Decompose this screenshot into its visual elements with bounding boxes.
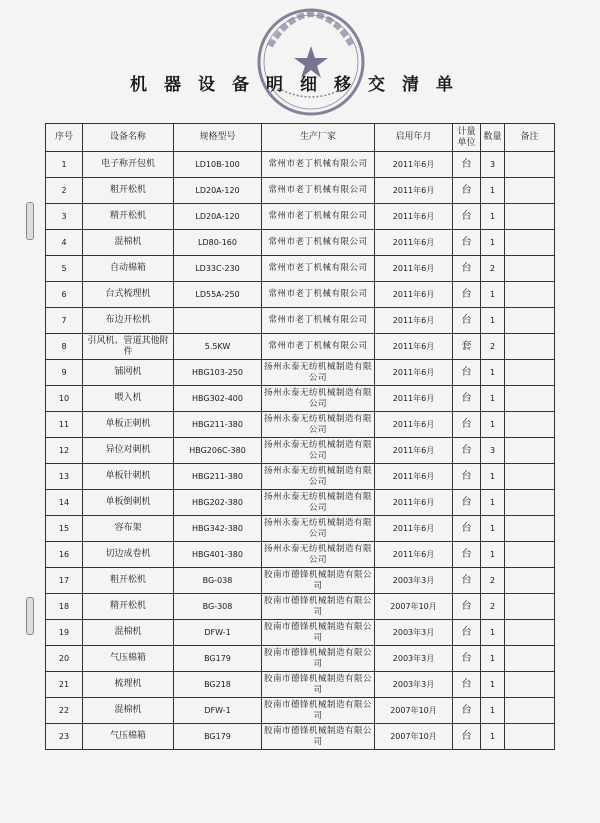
row-model: HBG211-380 xyxy=(174,412,262,438)
row-index: 12 xyxy=(46,438,83,464)
row-maker: 扬州永泰无纺机械制造有限公司 xyxy=(262,464,375,490)
row-unit: 台 xyxy=(453,516,481,542)
row-maker: 扬州永泰无纺机械制造有限公司 xyxy=(262,516,375,542)
row-index: 7 xyxy=(46,308,83,334)
row-date: 2011年6月 xyxy=(375,204,453,230)
row-index: 6 xyxy=(46,282,83,308)
row-unit: 台 xyxy=(453,646,481,672)
row-maker: 胶南市德锋机械制造有限公司 xyxy=(262,620,375,646)
row-model: HBG202-380 xyxy=(174,490,262,516)
row-note xyxy=(505,308,555,334)
row-note xyxy=(505,724,555,750)
row-unit: 台 xyxy=(453,438,481,464)
row-maker: 扬州永泰无纺机械制造有限公司 xyxy=(262,412,375,438)
row-date: 2011年6月 xyxy=(375,152,453,178)
row-note xyxy=(505,698,555,724)
row-model: DFW-1 xyxy=(174,620,262,646)
row-note xyxy=(505,230,555,256)
row-name: 粗开松机 xyxy=(83,568,174,594)
row-qty: 2 xyxy=(481,334,505,360)
row-model: HBG302-400 xyxy=(174,386,262,412)
binder-clip-bottom xyxy=(26,597,34,635)
row-unit: 台 xyxy=(453,360,481,386)
row-qty: 1 xyxy=(481,412,505,438)
table-row xyxy=(46,152,555,178)
row-note xyxy=(505,412,555,438)
table-row xyxy=(46,256,555,282)
row-maker: 胶南市德锋机械制造有限公司 xyxy=(262,724,375,750)
row-maker: 扬州永泰无纺机械制造有限公司 xyxy=(262,386,375,412)
table-row xyxy=(46,542,555,568)
row-index: 14 xyxy=(46,490,83,516)
row-model: LD20A-120 xyxy=(174,178,262,204)
row-maker: 胶南市德锋机械制造有限公司 xyxy=(262,594,375,620)
row-date: 2003年3月 xyxy=(375,620,453,646)
row-note xyxy=(505,490,555,516)
table-row xyxy=(46,178,555,204)
row-model: HBG211-380 xyxy=(174,464,262,490)
row-unit: 台 xyxy=(453,568,481,594)
row-maker: 常州市老丁机械有限公司 xyxy=(262,282,375,308)
row-qty: 1 xyxy=(481,490,505,516)
row-qty: 1 xyxy=(481,204,505,230)
row-maker: 扬州永泰无纺机械制造有限公司 xyxy=(262,490,375,516)
row-unit: 台 xyxy=(453,230,481,256)
row-date: 2011年6月 xyxy=(375,438,453,464)
row-note xyxy=(505,334,555,360)
row-date: 2011年6月 xyxy=(375,386,453,412)
row-note xyxy=(505,282,555,308)
table-row xyxy=(46,568,555,594)
row-date: 2007年10月 xyxy=(375,698,453,724)
row-model: BG-308 xyxy=(174,594,262,620)
row-date: 2011年6月 xyxy=(375,256,453,282)
row-unit: 台 xyxy=(453,152,481,178)
row-name: 单板针刺机 xyxy=(83,464,174,490)
row-model: BG179 xyxy=(174,724,262,750)
row-index: 15 xyxy=(46,516,83,542)
header-index: 序号 xyxy=(46,124,83,152)
row-name: 混棉机 xyxy=(83,698,174,724)
row-name: 混棉机 xyxy=(83,230,174,256)
row-name: 台式梳理机 xyxy=(83,282,174,308)
table-row xyxy=(46,464,555,490)
row-qty: 1 xyxy=(481,360,505,386)
row-qty: 1 xyxy=(481,646,505,672)
table-row xyxy=(46,698,555,724)
row-index: 18 xyxy=(46,594,83,620)
row-note xyxy=(505,386,555,412)
row-maker: 常州市老丁机械有限公司 xyxy=(262,204,375,230)
row-name: 单板倒刺机 xyxy=(83,490,174,516)
row-index: 11 xyxy=(46,412,83,438)
row-note xyxy=(505,438,555,464)
table-row xyxy=(46,412,555,438)
table-row xyxy=(46,230,555,256)
row-index: 16 xyxy=(46,542,83,568)
official-seal xyxy=(248,6,374,118)
row-date: 2003年3月 xyxy=(375,672,453,698)
row-date: 2003年3月 xyxy=(375,646,453,672)
row-index: 5 xyxy=(46,256,83,282)
row-model: BG218 xyxy=(174,672,262,698)
row-unit: 台 xyxy=(453,724,481,750)
row-qty: 1 xyxy=(481,516,505,542)
row-name: 单板正刺机 xyxy=(83,412,174,438)
row-qty: 1 xyxy=(481,698,505,724)
row-maker: 扬州永泰无纺机械制造有限公司 xyxy=(262,542,375,568)
row-qty: 2 xyxy=(481,594,505,620)
row-qty: 2 xyxy=(481,568,505,594)
row-name: 电子称开包机 xyxy=(83,152,174,178)
row-index: 20 xyxy=(46,646,83,672)
row-index: 22 xyxy=(46,698,83,724)
row-unit: 台 xyxy=(453,412,481,438)
row-model: 5.5KW xyxy=(174,334,262,360)
row-unit: 台 xyxy=(453,178,481,204)
table-row xyxy=(46,672,555,698)
row-date: 2011年6月 xyxy=(375,230,453,256)
table-row xyxy=(46,334,555,360)
row-index: 10 xyxy=(46,386,83,412)
row-name: 铺网机 xyxy=(83,360,174,386)
equipment-table xyxy=(45,123,555,750)
row-note xyxy=(505,360,555,386)
row-name: 梳理机 xyxy=(83,672,174,698)
row-unit: 台 xyxy=(453,672,481,698)
table-row xyxy=(46,620,555,646)
row-index: 2 xyxy=(46,178,83,204)
row-date: 2007年10月 xyxy=(375,594,453,620)
row-note xyxy=(505,204,555,230)
row-qty: 1 xyxy=(481,672,505,698)
header-unit: 计量单位 xyxy=(453,124,481,152)
row-qty: 3 xyxy=(481,152,505,178)
table-row xyxy=(46,646,555,672)
row-name: 气压棉箱 xyxy=(83,646,174,672)
row-date: 2011年6月 xyxy=(375,542,453,568)
row-unit: 台 xyxy=(453,698,481,724)
row-maker: 胶南市德锋机械制造有限公司 xyxy=(262,698,375,724)
row-index: 23 xyxy=(46,724,83,750)
row-date: 2011年6月 xyxy=(375,412,453,438)
row-maker: 扬州永泰无纺机械制造有限公司 xyxy=(262,360,375,386)
row-note xyxy=(505,620,555,646)
row-note xyxy=(505,256,555,282)
row-date: 2011年6月 xyxy=(375,282,453,308)
header-date: 启用年月 xyxy=(375,124,453,152)
header-qty: 数量 xyxy=(481,124,505,152)
table-header-row xyxy=(46,124,555,152)
row-maker: 常州市老丁机械有限公司 xyxy=(262,178,375,204)
page-title: 机器设备明细移交清单 xyxy=(130,75,470,95)
row-model: LD33C-230 xyxy=(174,256,262,282)
row-unit: 台 xyxy=(453,620,481,646)
row-index: 19 xyxy=(46,620,83,646)
row-maker: 胶南市德锋机械制造有限公司 xyxy=(262,568,375,594)
table-row xyxy=(46,724,555,750)
row-note xyxy=(505,672,555,698)
row-date: 2011年6月 xyxy=(375,334,453,360)
row-maker: 常州市老丁机械有限公司 xyxy=(262,152,375,178)
row-model: LD20A-120 xyxy=(174,204,262,230)
row-qty: 1 xyxy=(481,724,505,750)
row-index: 4 xyxy=(46,230,83,256)
row-name: 自动棉箱 xyxy=(83,256,174,282)
row-unit: 台 xyxy=(453,464,481,490)
row-qty: 1 xyxy=(481,308,505,334)
row-name: 异位对刺机 xyxy=(83,438,174,464)
row-unit: 台 xyxy=(453,256,481,282)
row-model: LD55A-250 xyxy=(174,282,262,308)
row-maker: 胶南市德锋机械制造有限公司 xyxy=(262,646,375,672)
table-row xyxy=(46,386,555,412)
row-note xyxy=(505,542,555,568)
row-qty: 1 xyxy=(481,230,505,256)
table-row xyxy=(46,438,555,464)
row-qty: 1 xyxy=(481,178,505,204)
header-note: 备注 xyxy=(505,124,555,152)
header-name: 设备名称 xyxy=(83,124,174,152)
row-index: 8 xyxy=(46,334,83,360)
row-maker: 常州市老丁机械有限公司 xyxy=(262,230,375,256)
row-qty: 1 xyxy=(481,464,505,490)
row-name: 精开松机 xyxy=(83,594,174,620)
table-row xyxy=(46,360,555,386)
row-model: HBG401-380 xyxy=(174,542,262,568)
row-date: 2007年10月 xyxy=(375,724,453,750)
row-model: HBG103-250 xyxy=(174,360,262,386)
row-model: HBG342-380 xyxy=(174,516,262,542)
row-index: 3 xyxy=(46,204,83,230)
row-qty: 1 xyxy=(481,542,505,568)
row-name: 布边开松机 xyxy=(83,308,174,334)
row-date: 2011年6月 xyxy=(375,490,453,516)
table-row xyxy=(46,204,555,230)
row-maker: 常州市老丁机械有限公司 xyxy=(262,334,375,360)
row-name: 引风机、管道其他附件 xyxy=(83,334,174,360)
row-name: 精开松机 xyxy=(83,204,174,230)
row-name: 切边成卷机 xyxy=(83,542,174,568)
row-maker: 胶南市德锋机械制造有限公司 xyxy=(262,672,375,698)
row-name: 混棉机 xyxy=(83,620,174,646)
row-note xyxy=(505,568,555,594)
row-note xyxy=(505,464,555,490)
table-row xyxy=(46,490,555,516)
row-index: 17 xyxy=(46,568,83,594)
row-model: HBG206C-380 xyxy=(174,438,262,464)
row-note xyxy=(505,152,555,178)
row-unit: 台 xyxy=(453,594,481,620)
binder-clip-top xyxy=(26,202,34,240)
row-note xyxy=(505,646,555,672)
row-unit: 台 xyxy=(453,282,481,308)
row-name: 粗开松机 xyxy=(83,178,174,204)
table-row xyxy=(46,594,555,620)
row-date: 2011年6月 xyxy=(375,360,453,386)
row-date: 2011年6月 xyxy=(375,516,453,542)
row-index: 9 xyxy=(46,360,83,386)
row-note xyxy=(505,594,555,620)
table-row xyxy=(46,308,555,334)
header-model: 规格型号 xyxy=(174,124,262,152)
table-row xyxy=(46,516,555,542)
row-note xyxy=(505,516,555,542)
row-date: 2011年6月 xyxy=(375,464,453,490)
row-unit: 台 xyxy=(453,490,481,516)
row-maker: 常州市老丁机械有限公司 xyxy=(262,308,375,334)
row-unit: 台 xyxy=(453,542,481,568)
row-model: LD80-160 xyxy=(174,230,262,256)
row-unit: 台 xyxy=(453,386,481,412)
row-index: 1 xyxy=(46,152,83,178)
row-index: 21 xyxy=(46,672,83,698)
row-qty: 1 xyxy=(481,386,505,412)
row-model: DFW-1 xyxy=(174,698,262,724)
row-qty: 3 xyxy=(481,438,505,464)
row-note xyxy=(505,178,555,204)
row-index: 13 xyxy=(46,464,83,490)
row-maker: 常州市老丁机械有限公司 xyxy=(262,256,375,282)
table-row xyxy=(46,282,555,308)
row-unit: 台 xyxy=(453,308,481,334)
row-unit: 台 xyxy=(453,204,481,230)
row-qty: 1 xyxy=(481,620,505,646)
row-model: LD10B-100 xyxy=(174,152,262,178)
row-unit: 套 xyxy=(453,334,481,360)
row-model: BG179 xyxy=(174,646,262,672)
row-name: 气压棉箱 xyxy=(83,724,174,750)
row-model: BG-038 xyxy=(174,568,262,594)
row-name: 容布架 xyxy=(83,516,174,542)
row-maker: 扬州永泰无纺机械制造有限公司 xyxy=(262,438,375,464)
row-model xyxy=(174,308,262,334)
row-name: 喂入机 xyxy=(83,386,174,412)
row-qty: 2 xyxy=(481,256,505,282)
row-date: 2003年3月 xyxy=(375,568,453,594)
row-qty: 1 xyxy=(481,282,505,308)
row-date: 2011年6月 xyxy=(375,308,453,334)
row-date: 2011年6月 xyxy=(375,178,453,204)
header-maker: 生产厂家 xyxy=(262,124,375,152)
